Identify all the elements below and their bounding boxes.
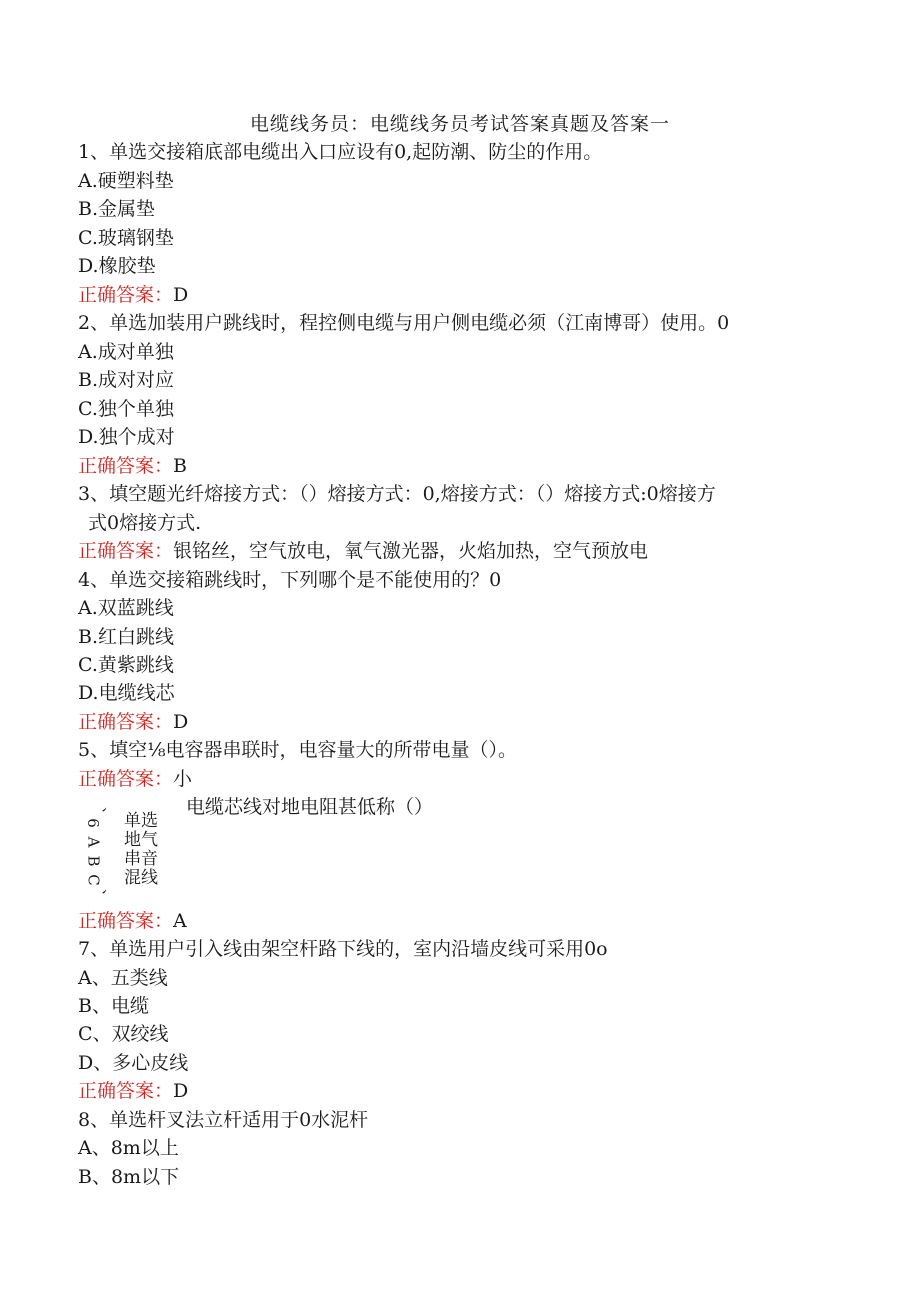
q7-answer — [78, 1077, 188, 1105]
answer-label: 正确答案： — [78, 284, 174, 306]
q6-option-1: 单选 — [124, 811, 158, 831]
answer-label: 正确答案： — [78, 711, 174, 733]
q1-option-d: D.橡胶垫 — [78, 255, 156, 277]
answer-label: 正确答案： — [78, 910, 174, 932]
q4-answer — [78, 708, 188, 736]
q6-mark-5: C — [84, 874, 103, 886]
q6-mark-1: 、 — [100, 806, 119, 823]
q6-option-4: 混线 — [124, 868, 158, 888]
q4-option-c: C.黄紫跳线 — [78, 654, 174, 676]
document-title: 电缆线务员：电缆线务员考试答案真题及答案一 — [249, 113, 670, 135]
q8-stem: 8、单选杆叉法立杆适用于0水泥杆 — [78, 1109, 369, 1131]
q2-option-c: C.独个单独 — [78, 398, 174, 420]
q1-option-c: C.玻璃钢垫 — [78, 227, 174, 249]
q6-option-2: 地气 — [124, 830, 158, 850]
q7-answer-value: D — [173, 1080, 189, 1102]
q1-answer — [78, 281, 188, 309]
q4-answer-value: D — [173, 711, 189, 733]
q5-stem: 5、填空⅛电容器串联时，电容量大的所带电量（）。 — [78, 739, 518, 761]
q4-stem: 4、单选交接箱跳线时，下列哪个是不能使用的？0 — [78, 569, 502, 591]
q6-option-3: 串音 — [124, 849, 158, 869]
answer-label: 正确答案： — [78, 1080, 174, 1102]
q3-answer — [78, 537, 648, 565]
q5-answer-value: 小 — [173, 768, 193, 790]
q3-stem-line1: 3、填空题光纤熔接方式：（）熔接方式：0,熔接方式：（）熔接方式:0熔接方 — [78, 483, 716, 505]
q1-option-a: A.硬塑料垫 — [78, 170, 174, 192]
answer-label: 正确答案： — [78, 455, 174, 477]
q6-mark-6: 、 — [100, 888, 119, 905]
q3-stem-line2: 式0熔接方式. — [88, 512, 202, 534]
q6-stem: 电缆芯线对地电阻甚低称（） — [186, 796, 434, 818]
q4-option-a: A.双蓝跳线 — [78, 597, 174, 619]
q2-option-b: B.成对对应 — [78, 369, 175, 391]
q7-option-c: C、双绞线 — [78, 1023, 169, 1045]
q2-option-d: D.独个成对 — [78, 426, 175, 448]
q6-answer — [78, 907, 187, 935]
q6-side-marks — [80, 806, 120, 905]
q2-stem: 2、单选加装用户跳线时，程控侧电缆与用户侧电缆必须（江南博哥）使用。0 — [78, 312, 730, 334]
q7-stem: 7、单选用户引入线由架空杆路下线的，室内沿墙皮线可采用0o — [78, 938, 608, 960]
q2-answer — [78, 452, 187, 480]
q1-option-b: B.金属垫 — [78, 198, 156, 220]
answer-label: 正确答案： — [78, 540, 174, 562]
q1-stem: 1、单选交接箱底部电缆出入口应设有0,起防潮、防尘的作用。 — [78, 141, 603, 163]
answer-label: 正确答案： — [78, 768, 174, 790]
q6-mark-3: A — [84, 836, 103, 848]
q7-option-b: B、电缆 — [78, 995, 149, 1017]
q5-answer — [78, 765, 192, 793]
q4-option-b: B.红白跳线 — [78, 626, 175, 648]
q4-option-d: D.电缆线芯 — [78, 682, 175, 704]
q7-option-a: A、五类线 — [78, 967, 168, 989]
q7-option-d: D、多心皮线 — [78, 1052, 189, 1074]
q8-option-a: A、8m以上 — [78, 1137, 179, 1159]
q2-option-a: A.成对单独 — [78, 341, 174, 363]
q3-answer-value: 银铭丝，空气放电，氧气激光器，火焰加热，空气预放电 — [173, 540, 649, 562]
q1-answer-value: D — [173, 284, 189, 306]
q8-option-b: B、8m以下 — [78, 1166, 180, 1188]
q6-answer-value: A — [173, 910, 187, 932]
q6-mark-4: B — [84, 855, 103, 867]
q6-mark-2: 6 — [83, 818, 102, 828]
q6-options — [124, 812, 158, 888]
q2-answer-value: B — [173, 455, 187, 477]
